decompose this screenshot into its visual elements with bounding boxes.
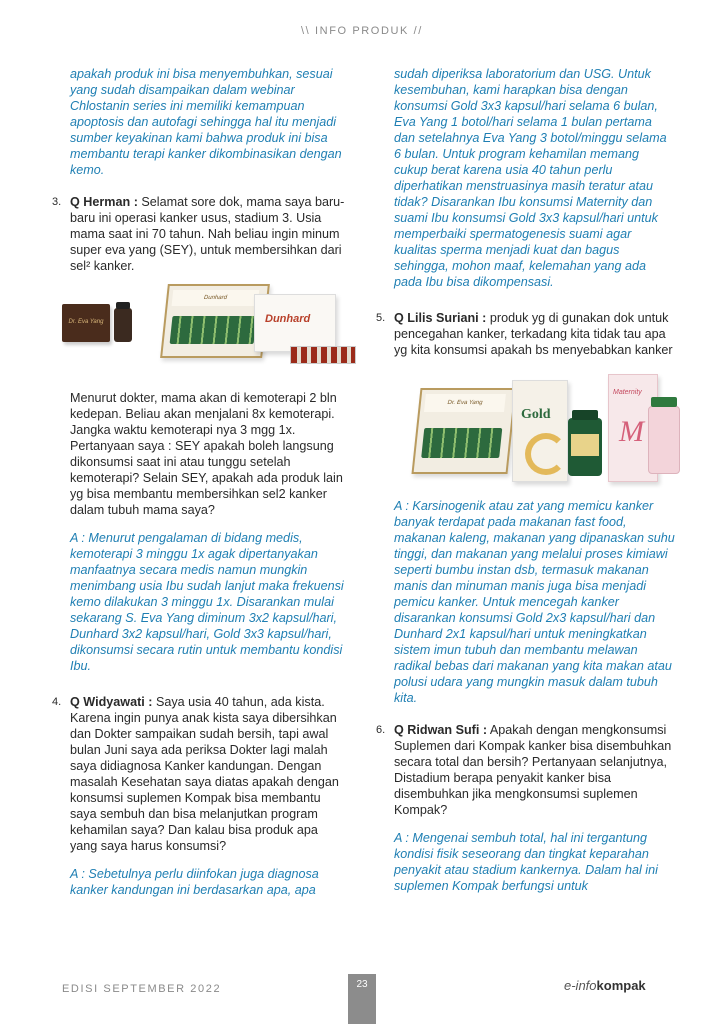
answer-6: A : Mengenai sembuh total, hal ini tergantung kondisi fisik seseorang dan tingkat keparahan penyakit atau stadium kankernya. Dalam hal ini suplemen Kompak berfungsi untuk xyxy=(394,831,658,893)
capsule-blister xyxy=(290,346,356,364)
asker-name: Q Herman : xyxy=(70,195,138,209)
asker-name: Q Widyawati : xyxy=(70,695,153,709)
answer-4-continued: sudah diperiksa laboratorium dan USG. Untuk kesembuhan, kami harapkan bisa dengan konsumsi Gold 3x3 kapsul/hari selama 6 bulan, Eva Yang 1 botol/hari selama 1 bulan pertama dan setelahnya Eva Yang 3 botol/minggu selama 6 bulan. Untuk program kehamilan memang cukup berat karena usia 40 tahun perlu diperhatikan menstruasinya masih teratur atau tidak? Disarankan Ibu konsumsi Maternity dan suami Ibu konsumsi Gold 3x3 kapsul/hari untuk memperbaiki spermatogenesis suami agar kualitas sperma menjadi kuat dan bagus sehingga, mohon maaf, kelemahan yang ada pada Ibu bisa dikompensasi. xyxy=(394,67,667,289)
maternity-bottle xyxy=(648,406,680,474)
asker-name: Q Ridwan Sufi : xyxy=(394,723,488,737)
answer-continued: apakah produk ini bisa menyembuhkan, sesuai yang sudah disampaikan dalam webinar Chlostanin series ini memiliki kemampuan apoptosis dan autofagi sehingga hal itu menjadi sumber keyakinan kami bahwa produk ini bisa membantu terapi kanker dikombinasikan dengan kemo. xyxy=(70,67,342,177)
question-number: 5. xyxy=(376,312,386,324)
left-column xyxy=(52,66,348,898)
asker-name: Q Lilis Suriani : xyxy=(394,311,487,325)
question-continued: Menurut dokter, mama akan di kemoterapi 2 bln kedepan. Beliau akan menjalani 8x kemoterapi. Jangka waktu kemoterapi nya 3 mgg 1x. Pertanyaan saya : SEY apakah boleh langsung dikonsumsi saat ini atau tunggu setelah kemoterapi? Selain SEY, apakah ada produk lain yg bisa membantu membersihkan sel2 kanker dalam tubuh mama saya? xyxy=(70,391,343,517)
section-header: \\ INFO PRODUK // xyxy=(301,25,423,37)
question-5 xyxy=(376,310,676,358)
eva-yang-box: Dr. Eva Yang xyxy=(62,304,110,342)
eva-yang-bottle xyxy=(114,308,132,342)
answer-5: A : Karsinogenik atau zat yang memicu kanker banyak terdapat pada makanan fast food, makanan kaleng, makanan yang dipanaskan suhu tinggi, dan makanan yang melalui proses kimiawi seperti bumbu instan dsb, termasuk makanan manis dan minuman manis juga bisa menjadi pemicu kanker. Untuk mencegah kanker disarankan konsumsi Gold 2x3 kapsul/hari dan Dunhard 2x1 kapsul/hari untuk meningkatkan sistem imun tubuh dan membantu melawan radikal bebas dari makanan yang kita makan atau polusi udara yang mungkin masuk dalam tubuh kita. xyxy=(394,499,675,705)
product-image-eva-yang-dunhard xyxy=(62,284,352,372)
question-text: Q Widyawati : Saya usia 40 tahun, ada kista. Karena ingin punya anak kista saya dibersihkan dan Dokter sampaikan sudah bersih, tapi awal bulan Juni saya ada periksa Dokter lagi malah saya didiagnosa Kanker kandungan. Dengan masalah Kesehatan saya diatas apakah dengan konsumsi suplemen Kompak bisa membantu saya sembuh dan bisa melanjutkan program kehamilan saya? Dan kalau bisa produk apa yang saya harus konsumsi? xyxy=(70,695,339,853)
question-number: 3. xyxy=(52,196,62,208)
product-image-gold-maternity xyxy=(416,374,686,486)
gold-bottle xyxy=(568,418,602,476)
brand-logo: e-infokompak xyxy=(564,978,646,993)
gold-box: Gold xyxy=(512,380,568,482)
page-number-box xyxy=(348,974,376,1024)
edition-label: EDISI SEPTEMBER 2022 xyxy=(62,983,222,995)
question-text: Q Lilis Suriani : produk yg di gunakan dok untuk pencegahan kanker, terkadang kita tidak tau apa yg kita konsumsi apakah bs menyebabkan kanker xyxy=(394,311,673,357)
question-4 xyxy=(52,694,348,854)
question-3 xyxy=(52,194,348,274)
answer-4: A : Sebetulnya perlu diinfokan juga diagnosa kanker kandungan ini berdasarkan apa, apa xyxy=(70,867,319,897)
question-text: Q Herman : Selamat sore dok, mama saya baru-baru ini operasi kanker usus, stadium 3. Usia mama saat ini 70 tahun. Nah beliau ingin minum super eva yang (SEY), untuk membersihkan dari sel² kanker. xyxy=(70,195,345,273)
question-text: Q Ridwan Sufi : Apakah dengan mengkonsumsi Suplemen dari Kompak kanker bisa disembuhkan secara total dan bersih? Pertanyaan selanjutnya, Distadium berapa penyakit kanker bisa disembuhkan jika mengkonsumsi suplemen Kompak? xyxy=(394,723,672,817)
question-number: 4. xyxy=(52,696,62,708)
question-number: 6. xyxy=(376,724,386,736)
question-6 xyxy=(376,722,676,818)
eva-yang-tray: Dr. Eva Yang xyxy=(411,388,516,474)
dunhard-tray: Dunhard xyxy=(160,284,270,358)
answer-3: A : Menurut pengalaman di bidang medis, kemoterapi 3 minggu 1x agak dipertanyakan manfaatnya secara medis namun mungkin menimbang usia Ibu sudah lanjut maka frekuensi kemo dilakukan 3 minggu 1x. Disarankan mulai sekarang S. Eva Yang diminum 3x2 kapsul/hari, Dunhard 3x2 kapsul/hari, Gold 3x3 kapsul/hari, dikonsumsi secara rutin untuk membantu kondisi Ibu. xyxy=(70,531,344,673)
maternity-box: Maternity M xyxy=(608,374,658,482)
dunhard-box: Dunhard xyxy=(254,294,336,352)
page-number: 23 xyxy=(356,979,368,990)
right-column xyxy=(376,66,676,894)
